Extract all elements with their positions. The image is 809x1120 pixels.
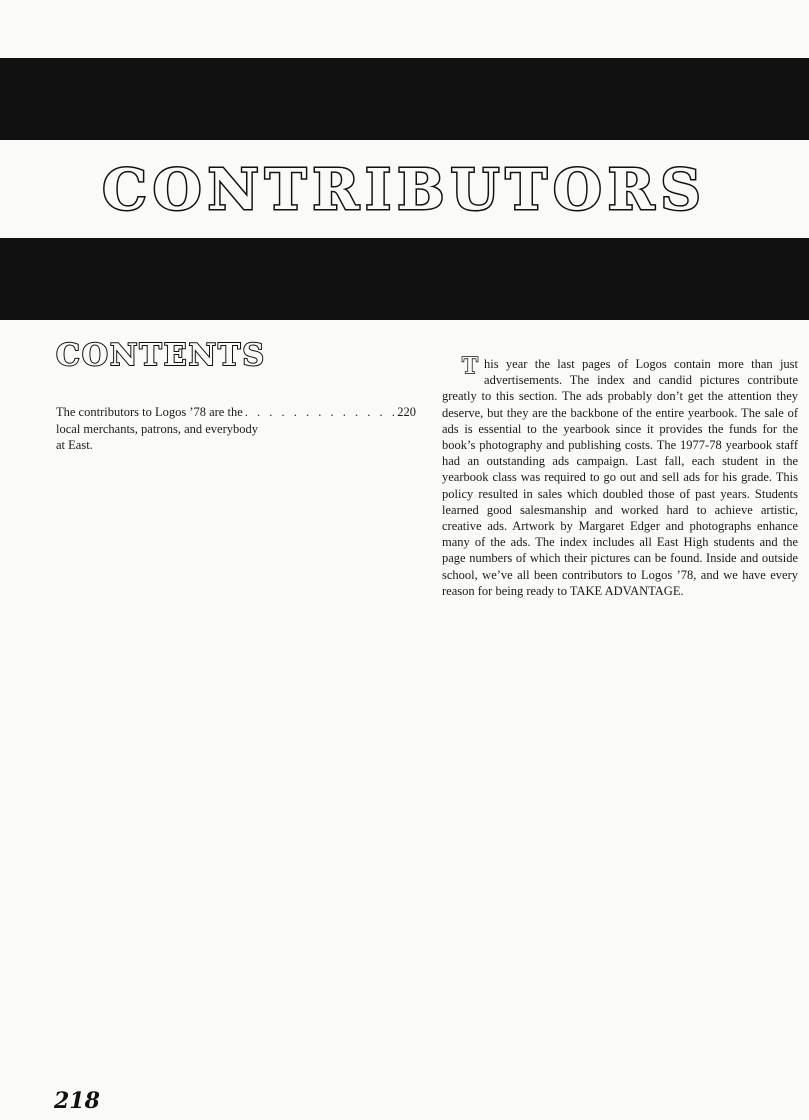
contents-heading: CONTENTS <box>56 338 267 373</box>
article-body <box>442 353 798 599</box>
contents-entry-line2: local merchants, patrons, and everybody <box>56 421 259 436</box>
dot-leader <box>245 404 395 421</box>
section-title: CONTRIBUTORS <box>102 157 707 223</box>
article-text: his year the last pages of Logos contain more than just advertisements. The index and candid pictures contribute greatly to this section. The ads probably don’t get the attention they deserve, but they are the backbone of the entire yearbook. The sale of ads is essential to the yearbook since it provides the funds for the book’s photography and publishing costs. The 1977-78 yearbook staff had an outstanding ads campaign. Last fall, each student in the yearbook class was required to go out and sell ads for his grade. This policy resulted in sales which doubled those of past years. Students learned good salesmanship and worked hard to achieve artistic, creative ads. Artwork by Margaret Edger and photographs enhance many of the ads. The index includes all East High students and the page numbers of which their pictures can be found. Inside and outside school, we’ve all been contributors to Logos ’78, and we have every reason for being ready to TAKE ADVANTAGE. <box>442 357 798 598</box>
drop-cap: T <box>462 353 479 379</box>
contents-entry-page: 220 <box>397 405 416 419</box>
bottom-black-band <box>0 238 809 320</box>
top-black-band <box>0 58 809 140</box>
contents-entry-text: The contributors to Logos ’78 are the <box>56 405 243 419</box>
contents-entry-line <box>56 404 416 421</box>
contents-entry-line3: at East. <box>56 438 93 452</box>
contents-entry <box>56 404 416 454</box>
page-number: 218 <box>54 1088 100 1114</box>
